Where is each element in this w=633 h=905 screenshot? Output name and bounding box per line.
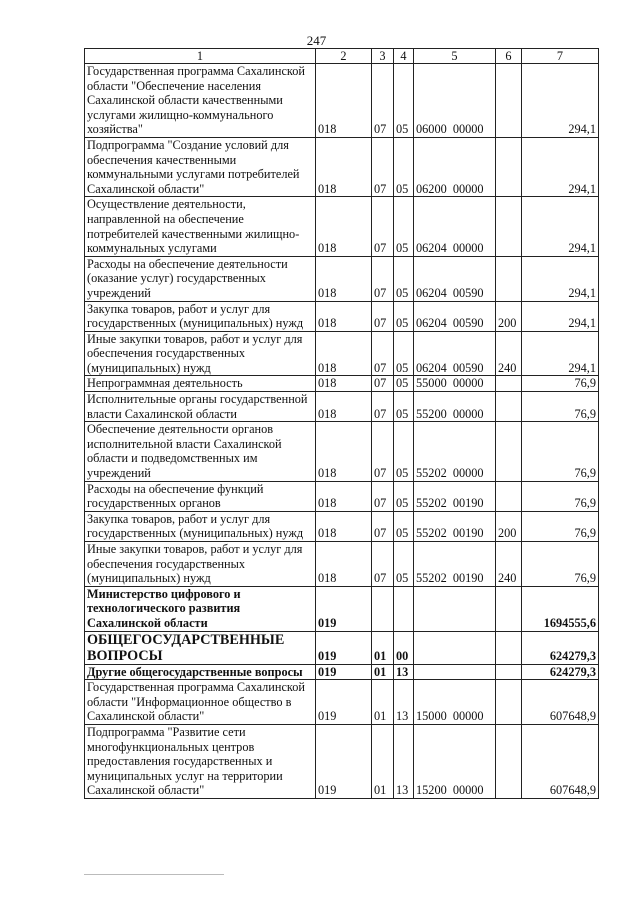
table-row — [85, 631, 599, 664]
subsection-code: 05 — [394, 481, 414, 511]
row-name: Иные закупки товаров, работ и услуг для обеспечения государственных (муниципальных) нужд — [85, 542, 316, 587]
section-code: 07 — [372, 197, 394, 256]
amount: 624279,3 — [522, 631, 599, 664]
expense-type-code — [496, 422, 522, 481]
column-header-row — [85, 49, 599, 64]
subsection-code: 05 — [394, 256, 414, 301]
subsection-code: 00 — [394, 631, 414, 664]
section-code: 07 — [372, 542, 394, 587]
section-code: 01 — [372, 631, 394, 664]
subsection-code: 05 — [394, 422, 414, 481]
subsection-code: 05 — [394, 197, 414, 256]
row-name: Закупка товаров, работ и услуг для государственных (муниципальных) нужд — [85, 301, 316, 331]
target-article-code: 55202 00190 — [414, 511, 496, 541]
expense-type-code: 240 — [496, 542, 522, 587]
row-name: Обеспечение деятельности органов исполнительной власти Сахалинской области и подведомственных им учреждений — [85, 422, 316, 481]
expense-type-code — [496, 481, 522, 511]
amount: 294,1 — [522, 137, 599, 196]
ministry-code: 019 — [316, 631, 372, 664]
table-row — [85, 137, 599, 196]
subsection-code: 05 — [394, 331, 414, 376]
table-row — [85, 376, 599, 392]
section-code: 07 — [372, 64, 394, 138]
ministry-code: 019 — [316, 586, 372, 631]
subsection-code — [394, 586, 414, 631]
section-code: 07 — [372, 422, 394, 481]
target-article-code: 15200 00000 — [414, 724, 496, 798]
target-article-code: 06204 00000 — [414, 197, 496, 256]
expense-type-code — [496, 197, 522, 256]
section-code — [372, 586, 394, 631]
expense-type-code — [496, 631, 522, 664]
target-article-code: 55202 00000 — [414, 422, 496, 481]
expense-type-code — [496, 64, 522, 138]
subsection-code: 05 — [394, 542, 414, 587]
target-article-code — [414, 586, 496, 631]
amount: 294,1 — [522, 64, 599, 138]
section-code: 01 — [372, 664, 394, 680]
ministry-code: 018 — [316, 511, 372, 541]
table-row — [85, 511, 599, 541]
section-code: 07 — [372, 376, 394, 392]
subsection-code: 13 — [394, 724, 414, 798]
target-article-code: 55200 00000 — [414, 392, 496, 422]
section-code: 07 — [372, 392, 394, 422]
expense-type-code — [496, 664, 522, 680]
page-number: 247 — [306, 33, 327, 48]
amount: 294,1 — [522, 331, 599, 376]
target-article-code: 06204 00590 — [414, 256, 496, 301]
expense-type-code — [496, 724, 522, 798]
section-code: 07 — [372, 301, 394, 331]
target-article-code — [414, 664, 496, 680]
ministry-code: 019 — [316, 680, 372, 725]
ministry-code: 018 — [316, 392, 372, 422]
target-article-code — [414, 631, 496, 664]
target-article-code: 06204 00590 — [414, 331, 496, 376]
amount: 76,9 — [522, 422, 599, 481]
subsection-code: 05 — [394, 511, 414, 541]
table-row — [85, 724, 599, 798]
expense-type-code — [496, 586, 522, 631]
amount: 294,1 — [522, 197, 599, 256]
expense-type-code — [496, 680, 522, 725]
ministry-code: 019 — [316, 664, 372, 680]
row-name: Закупка товаров, работ и услуг для государственных (муниципальных) нужд — [85, 511, 316, 541]
table-row — [85, 481, 599, 511]
section-code: 07 — [372, 137, 394, 196]
ministry-code: 018 — [316, 64, 372, 138]
ministry-code: 018 — [316, 197, 372, 256]
row-name: Расходы на обеспечение функций государственных органов — [85, 481, 316, 511]
budget-table — [84, 48, 599, 799]
subsection-code: 05 — [394, 64, 414, 138]
expense-type-code: 200 — [496, 301, 522, 331]
ministry-code: 018 — [316, 542, 372, 587]
table-row — [85, 301, 599, 331]
row-name: Другие общегосударственные вопросы — [85, 664, 316, 680]
target-article-code: 55202 00190 — [414, 481, 496, 511]
subsection-code: 05 — [394, 301, 414, 331]
ministry-code: 018 — [316, 301, 372, 331]
target-article-code: 06000 00000 — [414, 64, 496, 138]
table-row — [85, 197, 599, 256]
target-article-code: 55202 00190 — [414, 542, 496, 587]
subsection-code: 05 — [394, 137, 414, 196]
row-name: Осуществление деятельности, направленной на обеспечение потребителей качественными жилищно-коммунальных услугами — [85, 197, 316, 256]
target-article-code: 55000 00000 — [414, 376, 496, 392]
section-code: 07 — [372, 511, 394, 541]
ministry-code: 018 — [316, 331, 372, 376]
column-header: 7 — [522, 49, 599, 64]
expense-type-code — [496, 137, 522, 196]
subsection-code: 05 — [394, 392, 414, 422]
expense-type-code — [496, 392, 522, 422]
table-row — [85, 542, 599, 587]
table-row — [85, 256, 599, 301]
row-name: Непрограммная деятельность — [85, 376, 316, 392]
row-name: Государственная программа Сахалинской области "Обеспечение населения Сахалинской области качественными услугами жилищно-коммунального хозяйства" — [85, 64, 316, 138]
column-header: 5 — [414, 49, 496, 64]
section-code: 01 — [372, 724, 394, 798]
subsection-code: 13 — [394, 680, 414, 725]
column-header: 6 — [496, 49, 522, 64]
column-header: 1 — [85, 49, 316, 64]
amount: 624279,3 — [522, 664, 599, 680]
row-name: Министерство цифрового и технологического развития Сахалинской области — [85, 586, 316, 631]
subsection-code: 13 — [394, 664, 414, 680]
table-row — [85, 586, 599, 631]
amount: 1694555,6 — [522, 586, 599, 631]
amount: 76,9 — [522, 392, 599, 422]
section-code: 01 — [372, 680, 394, 725]
row-name: Подпрограмма "Создание условий для обеспечения качественными коммунальными услугами потребителей Сахалинской области" — [85, 137, 316, 196]
ministry-code: 018 — [316, 422, 372, 481]
table-row — [85, 392, 599, 422]
expense-type-code — [496, 256, 522, 301]
ministry-code: 018 — [316, 256, 372, 301]
row-name: Исполнительные органы государственной власти Сахалинской области — [85, 392, 316, 422]
amount: 76,9 — [522, 511, 599, 541]
target-article-code: 06200 00000 — [414, 137, 496, 196]
row-name: Расходы на обеспечение деятельности (оказание услуг) государственных учреждений — [85, 256, 316, 301]
row-name: Государственная программа Сахалинской области "Информационное общество в Сахалинской области" — [85, 680, 316, 725]
expense-type-code: 200 — [496, 511, 522, 541]
amount: 76,9 — [522, 376, 599, 392]
table-row — [85, 422, 599, 481]
column-header: 2 — [316, 49, 372, 64]
row-name: Подпрограмма "Развитие сети многофункциональных центров предоставления государственных и муниципальных услуг на территории Сахалинской области" — [85, 724, 316, 798]
ministry-code: 018 — [316, 137, 372, 196]
column-header: 4 — [394, 49, 414, 64]
ministry-code: 019 — [316, 724, 372, 798]
amount: 294,1 — [522, 256, 599, 301]
expense-type-code — [496, 376, 522, 392]
expense-type-code: 240 — [496, 331, 522, 376]
ministry-code: 018 — [316, 376, 372, 392]
target-article-code: 15000 00000 — [414, 680, 496, 725]
section-code: 07 — [372, 256, 394, 301]
section-code: 07 — [372, 331, 394, 376]
target-article-code: 06204 00590 — [414, 301, 496, 331]
table-row — [85, 664, 599, 680]
amount: 607648,9 — [522, 680, 599, 725]
amount: 76,9 — [522, 481, 599, 511]
table-row — [85, 331, 599, 376]
amount: 294,1 — [522, 301, 599, 331]
table-row — [85, 64, 599, 138]
ministry-code: 018 — [316, 481, 372, 511]
subsection-code: 05 — [394, 376, 414, 392]
row-name: ОБЩЕГОСУДАРСТВЕННЫЕ ВОПРОСЫ — [85, 631, 316, 664]
divider — [84, 874, 224, 875]
row-name: Иные закупки товаров, работ и услуг для обеспечения государственных (муниципальных) нужд — [85, 331, 316, 376]
table-row — [85, 680, 599, 725]
amount: 76,9 — [522, 542, 599, 587]
column-header: 3 — [372, 49, 394, 64]
section-code: 07 — [372, 481, 394, 511]
amount: 607648,9 — [522, 724, 599, 798]
